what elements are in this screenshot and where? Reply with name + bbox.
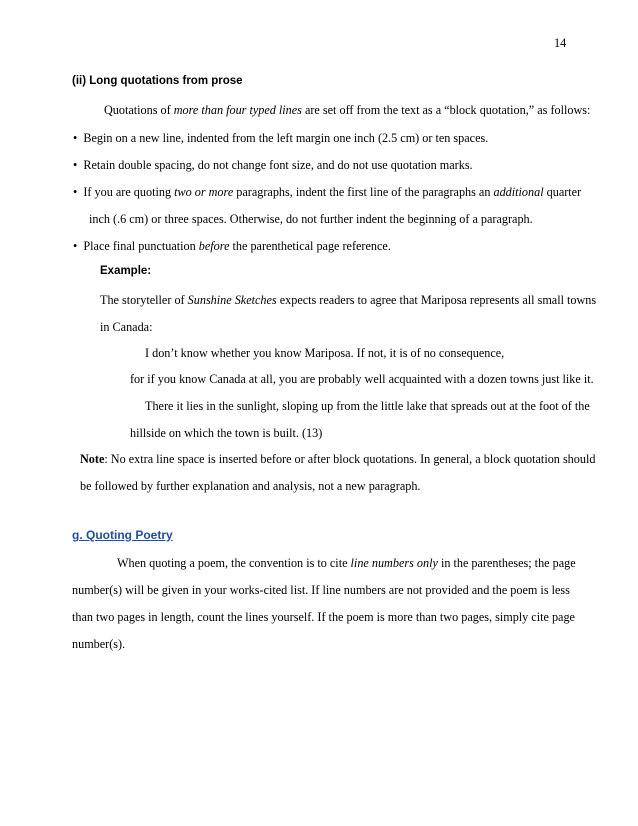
note-text: : No extra line space is inserted before or after block quotations. In general, a block quotation should — [104, 452, 596, 466]
example-text-c: expects readers to agree that Mariposa represents all small towns — [276, 293, 597, 307]
bullet-emphasis: additional — [493, 185, 544, 199]
bullet-icon: • — [73, 185, 78, 199]
bullet-continuation: inch (.6 cm) or three spaces. Otherwise, do not further indent the beginning of a paragraph. — [89, 212, 533, 226]
block-quote-line: for if you know Canada at all, you are probably well acquainted with a dozen towns just like it. — [130, 372, 594, 386]
bullet-item — [73, 186, 581, 198]
poetry-line: number(s). — [72, 637, 126, 651]
bullet-text: Retain double spacing, do not change font size, and do not use quotation marks. — [83, 158, 473, 172]
page-number: 14 — [554, 36, 567, 50]
block-quote-line: I don’t know whether you know Mariposa. If not, it is of no consequence, — [145, 346, 505, 360]
bullet-emphasis: two or more — [174, 185, 234, 199]
poetry-emphasis: line numbers only — [350, 556, 438, 570]
note-line: be followed by further explanation and analysis, not a new paragraph. — [80, 479, 421, 493]
block-quote-line: hillside on which the town is built. (13) — [130, 426, 323, 440]
poetry-text-c: in the parentheses; the page — [437, 556, 576, 570]
poetry-heading: g. Quoting Poetry — [72, 528, 173, 542]
bullet-text-a: Place final punctuation — [83, 239, 199, 253]
intro-emphasis: more than four typed lines — [173, 103, 302, 117]
bullet-icon: • — [73, 158, 78, 172]
poetry-line — [117, 557, 576, 569]
bullet-text-a: If you are quoting — [83, 185, 175, 199]
example-line: in Canada: — [100, 320, 153, 334]
example-label: Example: — [100, 265, 152, 277]
book-title: Sunshine Sketches — [187, 293, 277, 307]
intro-paragraph — [104, 104, 590, 116]
poetry-text-a: When quoting a poem, the convention is to cite — [117, 556, 351, 570]
bullet-emphasis: before — [198, 239, 230, 253]
section-heading: (ii) Long quotations from prose — [72, 75, 243, 87]
bullet-item — [73, 159, 473, 171]
note-label: Note — [80, 452, 105, 466]
bullet-item — [73, 132, 488, 144]
intro-text-a: Quotations of — [104, 103, 174, 117]
intro-text-c: are set off from the text as a “block quotation,” as follows: — [301, 103, 591, 117]
block-quote-line: There it lies in the sunlight, sloping up from the little lake that spreads out at the foot of the — [145, 399, 590, 413]
bullet-text-e: quarter — [543, 185, 582, 199]
bullet-item — [73, 240, 391, 252]
bullet-icon: • — [73, 131, 78, 145]
poetry-line: than two pages in length, count the lines yourself. If the poem is more than two pages, simply cite page — [72, 610, 575, 624]
bullet-text-c: the parenthetical page reference. — [229, 239, 391, 253]
example-line — [100, 294, 596, 306]
note-paragraph — [80, 453, 595, 465]
bullet-text: Begin on a new line, indented from the left margin one inch (2.5 cm) or ten spaces. — [83, 131, 489, 145]
example-text-a: The storyteller of — [100, 293, 188, 307]
poetry-line: number(s) will be given in your works-cited list. If line numbers are not provided and the poem is less — [72, 583, 570, 597]
bullet-icon: • — [73, 239, 78, 253]
bullet-text-c: paragraphs, indent the first line of the paragraphs an — [233, 185, 494, 199]
